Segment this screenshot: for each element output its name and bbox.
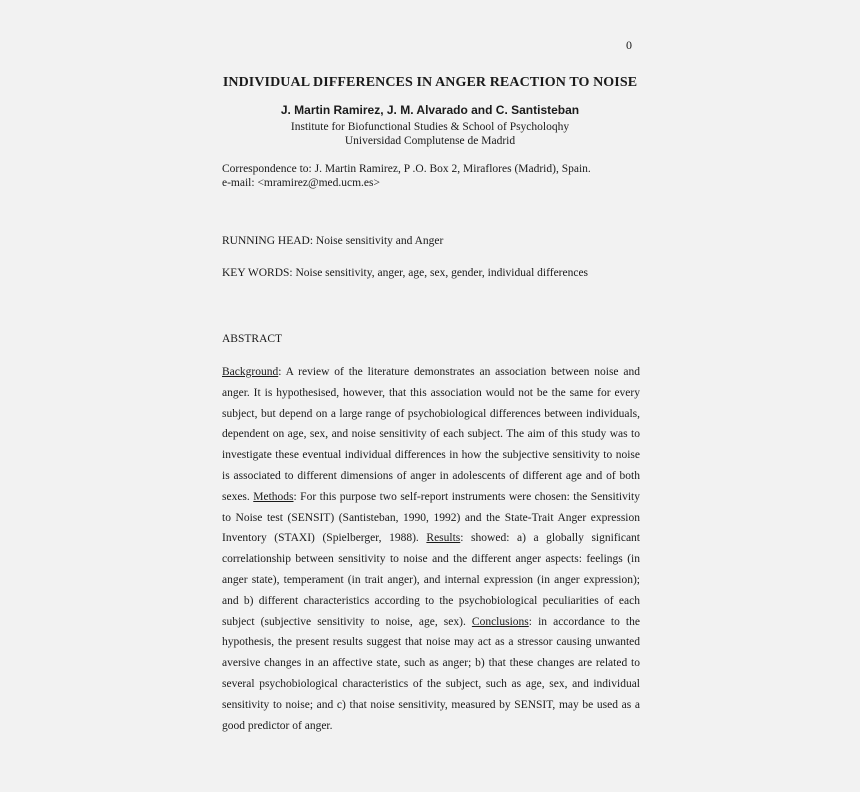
key-words: KEY WORDS: Noise sensitivity, anger, age, sex, gender, individual differences	[222, 267, 589, 279]
abstract-body	[222, 362, 640, 736]
affiliation-line-2: Universidad Complutense de Madrid	[344, 135, 516, 147]
abstract-results-label: Results	[426, 532, 461, 545]
abstract-conclusions-label: Conclusions	[471, 615, 529, 628]
affiliation-line-1: Institute for Biofunctional Studies & School of Psycholoqhy	[290, 121, 570, 133]
abstract-results-text: : showed: a) a globally significant correlationship between sensitivity to noise and the different anger aspects: feelings (in anger state), temperament (in trait anger), and internal expression (in anger expression); and b) different characteristics according to the psychobiological peculiarities of each subject (subjective sensitivity to noise, age, sex).	[222, 532, 641, 628]
running-head: RUNNING HEAD: Noise sensitivity and Anger	[222, 235, 444, 247]
abstract-background-label: Background	[222, 366, 279, 378]
abstract-methods-label: Methods	[253, 490, 294, 503]
abstract-methods-text: : For this purpose two self-report instruments were chosen: the Sensitivity to Noise test (SENSIT) (Santisteban, 1990, 1992) and the State-Trait Anger expression Inventory (STAXI) (Spielberger, 1988).	[222, 490, 640, 545]
abstract-heading: ABSTRACT	[222, 333, 283, 345]
paper-title: INDIVIDUAL DIFFERENCES IN ANGER REACTION TO NOISE	[222, 75, 638, 90]
correspondence-line: Correspondence to: J. Martin Ramirez, P .O. Box 2, Miraflores (Madrid), Spain.	[222, 163, 591, 175]
page-number: 0	[626, 38, 632, 52]
abstract-conclusions-text: : in accordance to the hypothesis, the present results suggest that noise may act as a stressor causing unwanted aversive changes in an affective state, such as anger; b) that these changes are related to several psychobiological characteristics of the subject, such as age, sex, and individual sensitivity to noise; and c) that noise sensitivity, measured by SENSIT, may be used as a good predictor of anger.	[222, 615, 640, 732]
abstract-background-text: : A review of the literature demonstrates an association between noise and anger. It is hypothesised, however, that this association would not be the same for every subject, but depend on a large range of psychobiological differences between individuals, dependent on age, sex, and noise sensitivity of each subject. The aim of this study was to investigate these eventual individual differences in how the subjective sensitivity to noise is associated to different dimensions of anger in adolescents of different age and of both sexes.	[222, 366, 640, 503]
author-list: J. Martin Ramirez, J. M. Alvarado and C. Santisteban	[280, 103, 580, 117]
email-line: e-mail: <mramirez@med.ucm.es>	[222, 177, 380, 189]
